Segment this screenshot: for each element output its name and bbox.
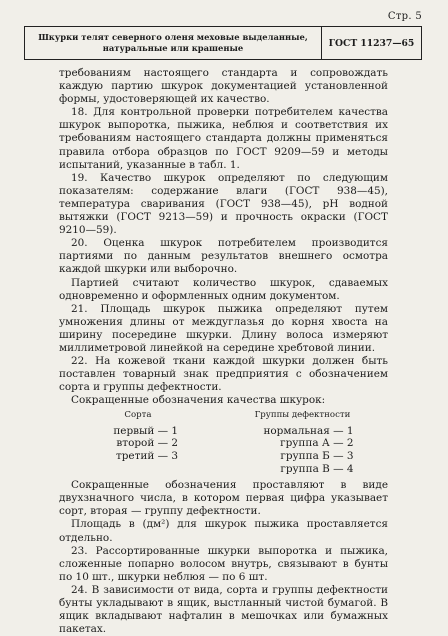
grade-item: второй — 2 [116,437,178,450]
paragraph-codes-intro: Сокращенные обозначения качества шкурок: [71,394,326,407]
paragraph-batch: Партией считают количество шкурок, сдаваемых одновременно и оформленных одним документом. [59,276,388,302]
paragraph-22: 22. На кожевой ткани каждой шкурки должен быть поставлен товарный знак предприятия с обозначением сорта и группы дефектности. [59,355,388,394]
paragraph-19: 19. Качество шкурок определяют по следующим показателям: содержание влаги (ГОСТ 938—45), температура сваривания (ГОСТ 938—45), рН водной вытяжки (ГОСТ 9213—59) и прочность окраски (ГОСТ 9210—59). [59,171,388,237]
groups-column [217,409,388,476]
grade-item: третий — 3 [115,450,178,463]
group-item: группа В — 4 [280,463,354,476]
group-item: нормальная — 1 [263,424,354,437]
document-body [59,67,388,636]
header-title-line2: натуральные или крашеные [102,43,244,53]
grade-item: первый — 1 [113,424,178,437]
header-standard: ГОСТ 11237—65 [328,37,415,49]
paragraph-continuation: требованиям настоящего стандарта и сопровождать каждую партию шкурок документацией установленной формы, удостоверяющей их качество. [59,67,388,106]
paragraph-23: 23. Рассортированные шкурки выпоротка и пыжика, сложенные попарно волосом внутрь, связывают в бунты по 10 шт., шкурки неблюя — по 6 шт. [59,544,388,583]
grades-header: Сорта [124,410,152,421]
paragraph-codes-explanation: Сокращенные обозначения проставляют в виде двухзначного числа, в котором первая цифра указывает сорт, вторая — группу дефектности. [59,479,388,518]
document-header [24,26,422,60]
page-number: Стр. 5 [387,11,422,22]
header-title-line1: Шкурки телят северного оленя меховые выделанные, [38,32,308,42]
header-title [25,27,322,59]
group-item: группа А — 2 [280,437,354,450]
paragraph-18: 18. Для контрольной проверки потребителем качества шкурок выпоротка, пыжика, неблюя и соответствия их требованиям настоящего стандарта должны применяться правила отбора образцов по ГОСТ 9209—59 и методы испытаний, указанные в табл. 1. [59,106,388,171]
paragraph-21: 21. Площадь шкурок пыжика определяют путем умножения длины от междуглазья до корня хвоста на ширину посередине шкурки. Длину волоса измеряют миллиметровой линейкой на середине хребтовой линии. [59,302,388,354]
group-item: группа Б — 3 [280,450,354,463]
groups-header: Группы дефектности [254,410,351,421]
grades-column [59,409,217,476]
paragraph-20: 20. Оценка шкурок потребителем производится партиями по данным результатов внешнего осмотра каждой шкурки или выборочно. [59,237,388,276]
paragraph-24: 24. В зависимости от вида, сорта и группы дефектности бунты укладывают в ящик, выстланный чистой бумагой. В ящик вкладывают нафталин в мешочках или бумажных пакетах. [59,583,388,636]
quality-codes [59,409,388,476]
paragraph-area: Площадь в (дм²) для шкурок пыжика проставляется отдельно. [59,518,388,544]
